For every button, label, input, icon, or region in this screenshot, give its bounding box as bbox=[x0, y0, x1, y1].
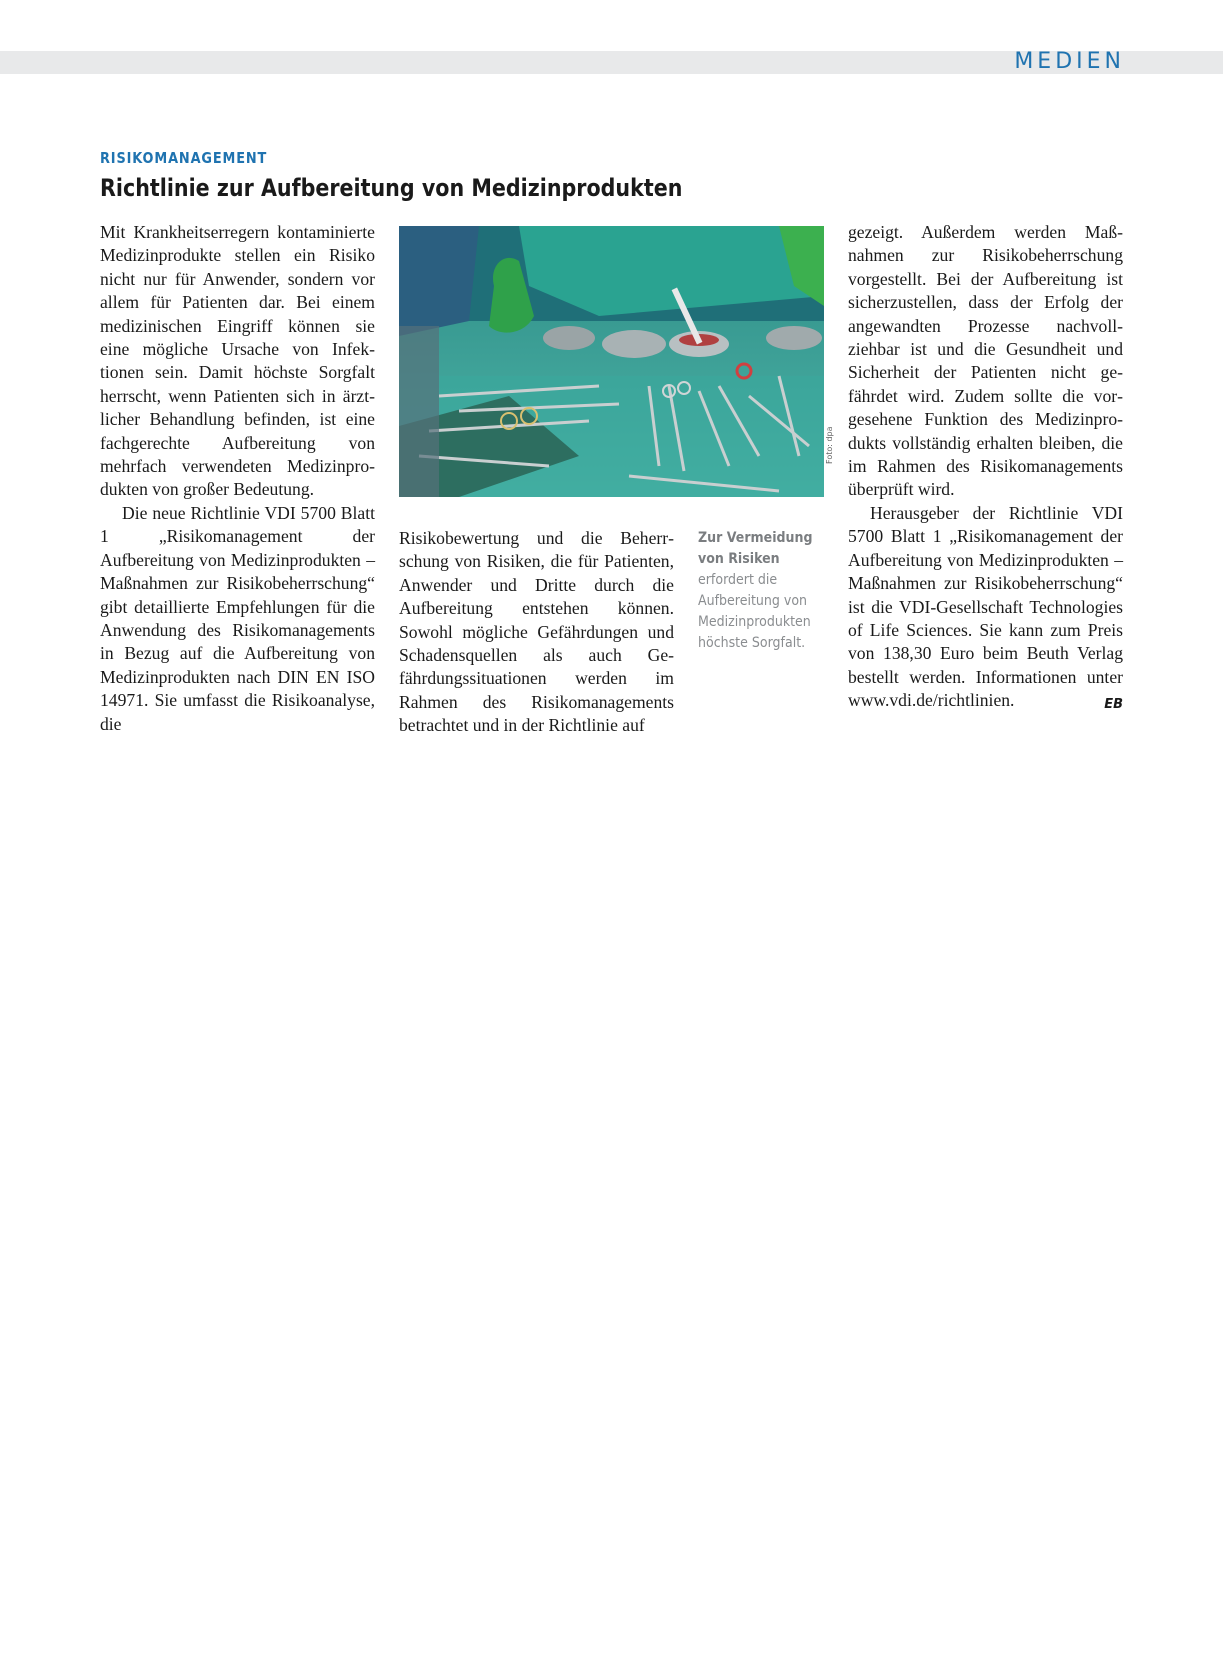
article-title: Richtlinie zur Aufbereitung von Medizinprodukten bbox=[100, 174, 683, 202]
paragraph: Risikobewertung und die Beherrschung von Risiken, die für Patienten, Anwender und Dritte durch die Aufbereitung entstehen können. Sowohl mögliche Gefährdungen und Schadensquellen als auch Gefährdungssituationen werden im Rahmen des Risikomanagements betrachtet und in der Richtlinie auf bbox=[399, 528, 674, 736]
paragraph: Mit Krankheitserregern kontaminierte Medizinprodukte stellen ein Risiko nicht nur für Anwender, sondern vor allem für Patienten dar. Bei einem medizinischen Eingriff können sie eine mögliche Ursache von Infektionen sein. Damit höchste Sorgfalt herrscht, wenn Patienten sich in ärztlicher Behandlung befinden, ist eine fachgerechte Aufbereitung von mehrfach verwendeten Medizinprodukten von großer Bedeutung. bbox=[100, 222, 375, 500]
image-caption bbox=[698, 528, 813, 654]
text-column-3 bbox=[848, 221, 1123, 717]
paragraph: gezeigt. Außerdem werden Maßnahmen zur Risikobeherrschung vorgestellt. Bei der Aufbereitung ist sicherzustellen, dass der Erfolg der angewandten Prozesse nachvollziehbar ist und die Gesundheit und Sicherheit der Patienten nicht gefährdet wird. Zudem sollte die vorgesehene Funktion des Medizinprodukts vollständig erhalten bleiben, die im Rahmen des Risikomanagements überprüft wird. bbox=[848, 222, 1123, 500]
paragraph-text: Herausgeber der Richtlinie VDI 5700 Blatt 1 „Risikomanagement der Aufbereitung von Medizinprodukten – Maßnahmen zur Risikobeherrschung“ ist die VDI-Gesellschaft Technologies of Life Sciences. Sie kann zum Preis von 138,30 Euro beim Beuth Verlag bestellt werden. Informationen unter www.vdi.de/richtlinien. bbox=[848, 502, 1123, 711]
surgical-instruments-photo bbox=[399, 226, 824, 497]
photo-credit: Foto: dpa bbox=[825, 426, 834, 464]
caption-lead: Zur Vermeidung von Risiken bbox=[698, 530, 813, 567]
article-kicker: RISIKOMANAGEMENT bbox=[100, 149, 268, 167]
author-initials: EB bbox=[1104, 697, 1123, 713]
text-column-1 bbox=[100, 221, 375, 736]
caption-text: erfordert die Aufbereitung von Medizinprodukten höchste Sorgfalt. bbox=[698, 572, 811, 651]
paragraph bbox=[848, 502, 1123, 713]
section-label: MEDIEN bbox=[1014, 49, 1125, 74]
paragraph: Die neue Richtlinie VDI 5700 Blatt 1 „Risikomanagement der Aufbereitung von Medizinprodukten – Maßnahmen zur Risikobeherrschung“ gibt detaillierte Empfehlungen für die Anwendung des Risikomanagements in Bezug auf die Aufbereitung von Medizinprodukten nach DIN EN ISO 14971. Sie umfasst die Risikoanalyse, die bbox=[100, 502, 375, 734]
text-column-2 bbox=[399, 527, 674, 738]
